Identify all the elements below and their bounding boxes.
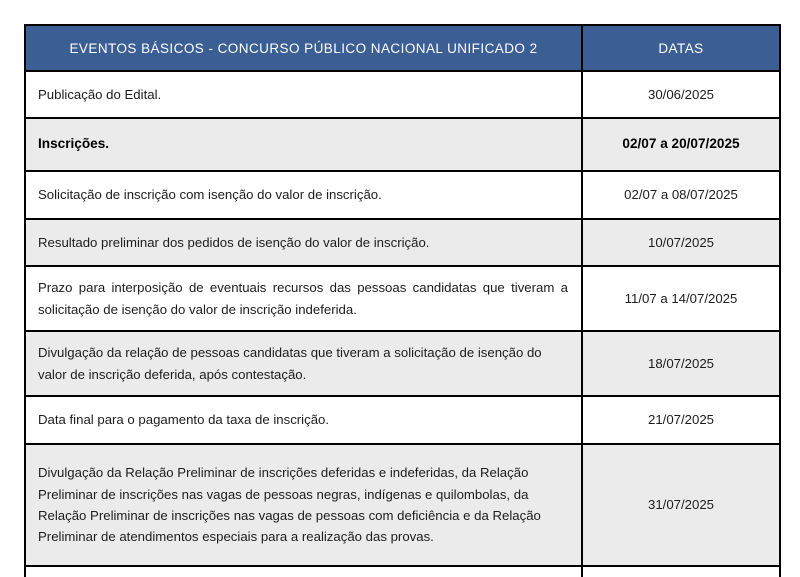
table-row bbox=[25, 171, 780, 219]
event-description: Inscrições. bbox=[25, 118, 582, 171]
table-row bbox=[25, 266, 780, 331]
table-row-clipped bbox=[25, 566, 780, 577]
schedule-table bbox=[24, 24, 781, 577]
event-description: Solicitação de inscrição com isenção do valor de inscrição. bbox=[25, 171, 582, 219]
table-row bbox=[25, 219, 780, 266]
table-row bbox=[25, 396, 780, 444]
event-date: 31/07/2025 bbox=[582, 444, 780, 566]
event-date: 21/07/2025 bbox=[582, 396, 780, 444]
column-header-eventos: EVENTOS BÁSICOS - CONCURSO PÚBLICO NACIONAL UNIFICADO 2 bbox=[25, 25, 582, 71]
event-date: 11/07 a 14/07/2025 bbox=[582, 266, 780, 331]
event-description bbox=[25, 566, 582, 577]
event-description: Divulgação da relação de pessoas candidatas que tiveram a solicitação de isenção do valor de inscrição deferida, após contestação. bbox=[25, 331, 582, 396]
table-header-row bbox=[25, 25, 780, 71]
table-row bbox=[25, 71, 780, 118]
table-row bbox=[25, 331, 780, 396]
event-date: 30/06/2025 bbox=[582, 71, 780, 118]
event-description: Resultado preliminar dos pedidos de isenção do valor de inscrição. bbox=[25, 219, 582, 266]
event-description: Prazo para interposição de eventuais recursos das pessoas candidatas que tiveram a solicitação de isenção do valor de inscrição indeferida. bbox=[25, 266, 582, 331]
event-description: Divulgação da Relação Preliminar de inscrições deferidas e indeferidas, da Relação Preliminar de inscrições nas vagas de pessoas negras, indígenas e quilombolas, da Relação Preliminar de inscrições nas vagas de pessoas com deficiência e da Relação Preliminar de atendimentos especiais para a realização das provas. bbox=[25, 444, 582, 566]
table-body bbox=[25, 71, 780, 577]
event-date: 10/07/2025 bbox=[582, 219, 780, 266]
event-description: Publicação do Edital. bbox=[25, 71, 582, 118]
table-row bbox=[25, 118, 780, 171]
event-description: Data final para o pagamento da taxa de inscrição. bbox=[25, 396, 582, 444]
event-date bbox=[582, 566, 780, 577]
event-date: 02/07 a 08/07/2025 bbox=[582, 171, 780, 219]
table-header bbox=[25, 25, 780, 71]
event-date: 02/07 a 20/07/2025 bbox=[582, 118, 780, 171]
table-row bbox=[25, 444, 780, 566]
column-header-datas: DATAS bbox=[582, 25, 780, 71]
event-date: 18/07/2025 bbox=[582, 331, 780, 396]
